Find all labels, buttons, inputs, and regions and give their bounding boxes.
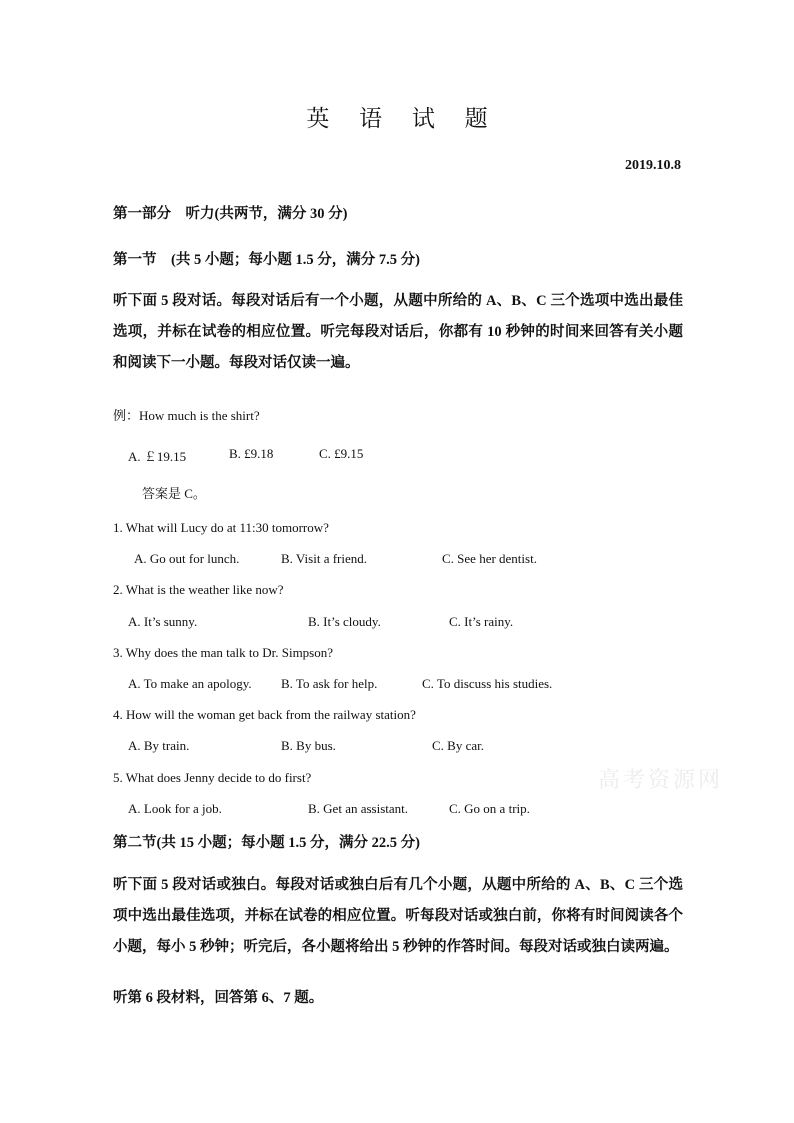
section2-instructions: 听下面 5 段对话或独白。每段对话或独白后有几个小题，从题中所给的 A、B、C 三个选项中选出最佳选项，并标在试卷的相应位置。听每段对话或独白前，你将有时间阅读各个小题，每小 5 秒钟；听完后，各小题将给出 5 秒钟的作答时间。每段对话或独白读两遍。 xyxy=(113,877,683,955)
section1-instructions: 听下面 5 段对话。每段对话后有一个小题，从题中所给的 A、B、C 三个选项中选出最佳选项，并标在试卷的相应位置。听完每段对话后，你都有 10 秒钟的时间来回答有关小题和阅读下一小题。每段对话仅读一遍。 xyxy=(113,293,683,371)
question-2: 2. What is the weather like now? xyxy=(113,582,284,597)
q3-option-c: C. To discuss his studies. xyxy=(422,676,553,691)
example-option-b: B. £9.18 xyxy=(229,446,274,461)
q1-option-c: C. See her dentist. xyxy=(442,551,537,566)
q1-option-b: B. Visit a friend. xyxy=(281,551,367,566)
q4-option-b: B. By bus. xyxy=(281,738,336,753)
q5-option-c: C. Go on a trip. xyxy=(449,801,530,816)
example-question: 例：How much is the shirt? xyxy=(113,408,260,423)
question-4: 4. How will the woman get back from the railway station? xyxy=(113,707,416,722)
example-option-a: A. ￡19.15 xyxy=(128,449,187,464)
section1-heading: 第一节 (共 5 小题；每小题 1.5 分，满分 7.5 分) xyxy=(113,252,420,268)
q3-option-a: A. To make an apology. xyxy=(128,676,252,691)
example-option-c: C. £9.15 xyxy=(319,446,364,461)
page-title: 英 语 试 题 xyxy=(306,106,500,131)
q3-option-b: B. To ask for help. xyxy=(281,676,378,691)
example-answer: 答案是 C。 xyxy=(142,486,206,501)
question-5: 5. What does Jenny decide to do first? xyxy=(113,770,312,785)
section2-heading: 第二节(共 15 小题；每小题 1.5 分，满分 22.5 分) xyxy=(113,835,420,851)
q5-option-b: B. Get an assistant. xyxy=(308,801,409,816)
exam-date: 2019.10.8 xyxy=(625,158,681,173)
question-1: 1. What will Lucy do at 11:30 tomorrow? xyxy=(113,520,329,535)
q5-option-a: A. Look for a job. xyxy=(128,801,222,816)
q2-option-b: B. It’s cloudy. xyxy=(308,614,381,629)
material-note: 听第 6 段材料，回答第 6、7 题。 xyxy=(113,990,324,1006)
q2-option-a: A. It’s sunny. xyxy=(128,614,198,629)
part1-heading: 第一部分 听力(共两节，满分 30 分) xyxy=(113,206,348,222)
q2-option-c: C. It’s rainy. xyxy=(449,614,514,629)
q4-option-c: C. By car. xyxy=(432,738,484,753)
watermark: 高考资源网 xyxy=(598,767,724,792)
q4-option-a: A. By train. xyxy=(128,738,190,753)
q1-option-a: A. Go out for lunch. xyxy=(134,551,240,566)
question-3: 3. Why does the man talk to Dr. Simpson? xyxy=(113,645,334,660)
